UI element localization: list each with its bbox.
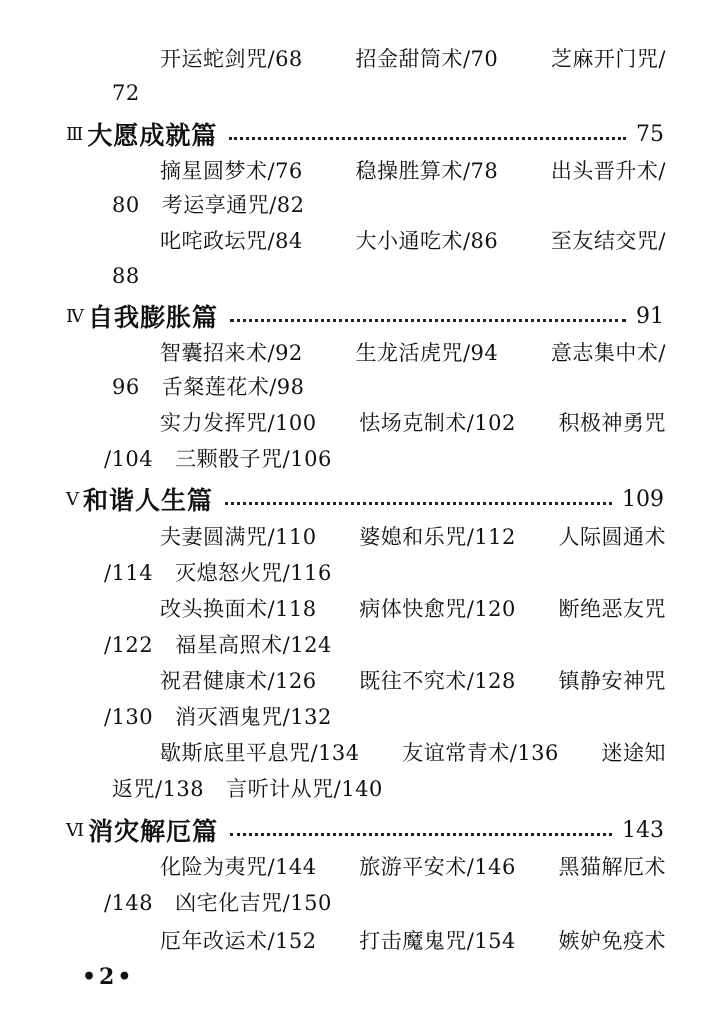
toc-entry: 返咒/138: [112, 777, 205, 801]
toc-entry: 芝麻开门咒/: [550, 47, 666, 71]
toc-line: [160, 520, 666, 554]
toc-entry: 断绝恶友咒: [558, 597, 666, 621]
toc-entry: /148: [104, 891, 154, 915]
toc-entry: 智囊招来术/92: [160, 341, 303, 365]
toc-entry: 改头换面术/118: [160, 597, 317, 621]
page-number: •2•: [82, 964, 135, 990]
toc-entry: 考运享通咒/82: [161, 193, 305, 217]
toc-line: [160, 42, 666, 76]
toc-entry: /104: [104, 447, 154, 471]
section-numeral: Ⅳ: [66, 305, 84, 327]
toc-entry: 意志集中术/: [550, 341, 666, 365]
toc-line: [104, 886, 332, 920]
toc-entry: /122: [104, 633, 154, 657]
toc-line: [112, 772, 383, 806]
section-heading: [66, 810, 664, 850]
toc-entry: 打击魔鬼咒/154: [359, 929, 516, 953]
toc-entry: 化险为夷咒/144: [160, 855, 317, 879]
toc-entry: 生龙活虎咒/94: [355, 341, 499, 365]
toc-entry: 大小通吃术/86: [355, 229, 499, 253]
toc-entry: 摘星圆梦术/76: [160, 159, 303, 183]
section-heading: [66, 296, 664, 336]
section-title: 自我膨胀篇: [87, 303, 218, 332]
toc-entry: 厄年改运术/152: [160, 929, 317, 953]
toc-entry: 镇静安神咒: [558, 669, 666, 693]
toc-line: [112, 76, 140, 110]
toc-entry: 招金甜筒术/70: [355, 47, 499, 71]
toc-entry: 稳操胜算术/78: [355, 159, 499, 183]
toc-entry: 96: [112, 375, 140, 399]
section-page-number: 143: [622, 817, 664, 843]
toc-entry: 婆媳和乐咒/112: [359, 525, 516, 549]
toc-entry: 迷途知: [601, 741, 666, 765]
toc-entry: 88: [112, 264, 140, 288]
toc-entry: 实力发挥咒/100: [160, 411, 317, 435]
toc-line: [104, 628, 332, 662]
toc-entry: 叱咤政坛咒/84: [160, 229, 303, 253]
dot-leader: [225, 502, 612, 505]
section-title: 和谐人生篇: [83, 486, 214, 515]
toc-entry: 舌粲莲花术/98: [161, 375, 305, 399]
toc-entry: 嫉妒免疫术: [558, 929, 666, 953]
toc-line: [104, 556, 332, 590]
toc-line: [160, 924, 666, 958]
section-title: 大愿成就篇: [87, 121, 218, 150]
toc-entry: 消灭酒鬼咒/132: [175, 705, 332, 729]
toc-line: [104, 442, 332, 476]
toc-entry: 友谊常青术/136: [402, 741, 559, 765]
toc-line: [104, 700, 332, 734]
toc-entry: 三颗骰子咒/106: [175, 447, 332, 471]
toc-line: [160, 664, 666, 698]
section-page-number: 109: [622, 486, 664, 512]
section-heading: [66, 479, 664, 519]
dot-leader: [229, 137, 626, 140]
toc-entry: 怯场克制术/102: [359, 411, 516, 435]
section-numeral: Ⅲ: [66, 123, 84, 145]
dot-leader: [230, 319, 626, 322]
section-heading: [66, 114, 664, 154]
dot-leader: [230, 833, 612, 836]
section-title: 消灾解厄篇: [88, 817, 219, 846]
toc-line: [112, 188, 305, 222]
toc-entry: 旅游平安术/146: [359, 855, 516, 879]
toc-line: [160, 736, 666, 770]
toc-entry: 出头晋升术/: [550, 159, 666, 183]
toc-line: [160, 406, 666, 440]
toc-line: [160, 224, 666, 258]
toc-entry: 开运蛇剑咒/68: [160, 47, 303, 71]
section-page-number: 91: [636, 303, 664, 329]
toc-entry: 祝君健康术/126: [160, 669, 317, 693]
toc-entry: 夫妻圆满咒/110: [160, 525, 317, 549]
toc-entry: 黑猫解厄术: [558, 855, 666, 879]
toc-entry: 福星高照术/124: [175, 633, 332, 657]
section-numeral: Ⅵ: [66, 819, 85, 841]
toc-entry: /114: [104, 561, 154, 585]
toc-entry: 灭熄怒火咒/116: [175, 561, 332, 585]
toc-entry: 80: [112, 193, 140, 217]
toc-line: [112, 259, 140, 293]
toc-line: [160, 336, 666, 370]
toc-line: [160, 154, 666, 188]
toc-entry: 凶宅化吉咒/150: [175, 891, 332, 915]
toc-entry: 言听计从咒/140: [226, 777, 383, 801]
toc-entry: 既往不究术/128: [359, 669, 516, 693]
toc-line: [160, 592, 666, 626]
toc-line: [112, 370, 305, 404]
toc-entry: 歇斯底里平息咒/134: [160, 741, 360, 765]
toc-entry: 积极神勇咒: [558, 411, 666, 435]
toc-entry: 72: [112, 81, 140, 105]
section-numeral: Ⅴ: [66, 488, 79, 510]
toc-entry: /130: [104, 705, 154, 729]
section-page-number: 75: [636, 121, 664, 147]
toc-line: [160, 850, 666, 884]
toc-entry: 至友结交咒/: [550, 229, 666, 253]
toc-entry: 人际圆通术: [558, 525, 666, 549]
toc-entry: 病体快愈咒/120: [359, 597, 516, 621]
